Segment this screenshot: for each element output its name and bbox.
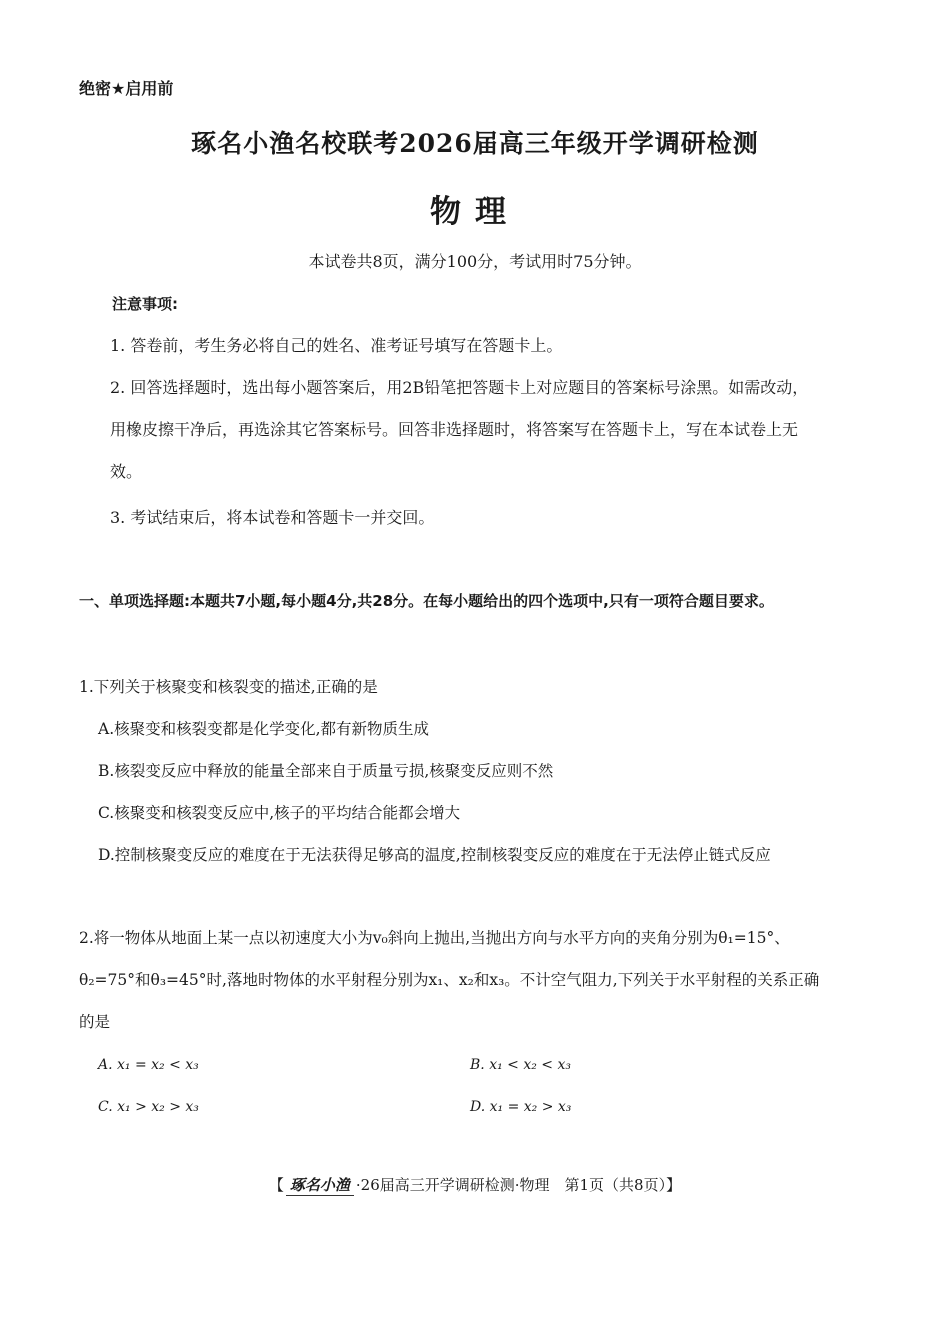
publisher-logo: 琢名小渔 — [286, 1174, 354, 1196]
page-footer — [0, 1174, 950, 1196]
note-text: 1. 答卷前，考生务必将自己的姓名、准考证号填写在答题卡上。 — [110, 336, 563, 355]
subject-title: 物理 — [430, 194, 520, 230]
notes-heading: 注意事项: — [112, 295, 178, 313]
note-item — [79, 325, 824, 367]
answer-option: D.控制核聚变反应的难度在于无法获得足够高的温度,控制核裂变反应的难度在于无法停止链式反应 — [98, 846, 771, 864]
exam-info: 本试卷共8页，满分100分，考试用时75分钟。 — [308, 252, 642, 271]
footer-text: ·26届高三开学调研检测·物理 第1页（共8页） — [355, 1176, 667, 1194]
exam-title: 琢名小渔名校联考2026届高三年级开学调研检测 — [191, 129, 759, 158]
note-text: 2. 回答选择题时，选出每小题答案后，用2B铅笔把答题卡上对应题目的答案标号涂黑。如需改动，用橡皮擦干净后，再选涂其它答案标号。回答非选择题时，将答案写在答题卡上，写在本试卷上无效。 — [110, 378, 809, 481]
answer-option: C. x₁ > x₂ > x₃ — [98, 1099, 199, 1115]
note-text: 3. 考试结束后，将本试卷和答题卡一并交回。 — [110, 508, 435, 527]
note-item — [79, 497, 824, 539]
answer-option: B. x₁ < x₂ < x₃ — [470, 1057, 571, 1073]
answer-option: A. x₁ = x₂ < x₃ — [98, 1057, 199, 1073]
question-stem: 1.下列关于核聚变和核裂变的描述,正确的是 — [79, 678, 378, 696]
answer-option: B.核裂变反应中释放的能量全部来自于质量亏损,核聚变反应则不然 — [98, 762, 554, 780]
answer-option: A.核聚变和核裂变都是化学变化,都有新物质生成 — [98, 720, 430, 738]
answer-option: D. x₁ = x₂ > x₃ — [470, 1099, 572, 1115]
note-item — [79, 367, 824, 493]
question-stem: 2.将一物体从地面上某一点以初速度大小为v₀斜向上抛出,当抛出方向与水平方向的夹角分别为θ₁=15°、θ₂=75°和θ₃=45°时,落地时物体的水平射程分别为x₁、x₂和x₃。不计空气阻力,下列关于水平射程的关系正确的是 — [79, 929, 820, 1031]
footer-open-bracket: 【 — [268, 1176, 284, 1194]
section-heading — [79, 580, 829, 622]
section-heading-text: 一、单项选择题:本题共7小题,每小题4分,共28分。在每小题给出的四个选项中,只有一项符合题目要求。 — [79, 592, 774, 610]
footer-close-bracket: 】 — [666, 1176, 682, 1194]
secret-mark: 绝密★启用前 — [79, 79, 174, 98]
answer-option: C.核聚变和核裂变反应中,核子的平均结合能都会增大 — [98, 804, 461, 822]
